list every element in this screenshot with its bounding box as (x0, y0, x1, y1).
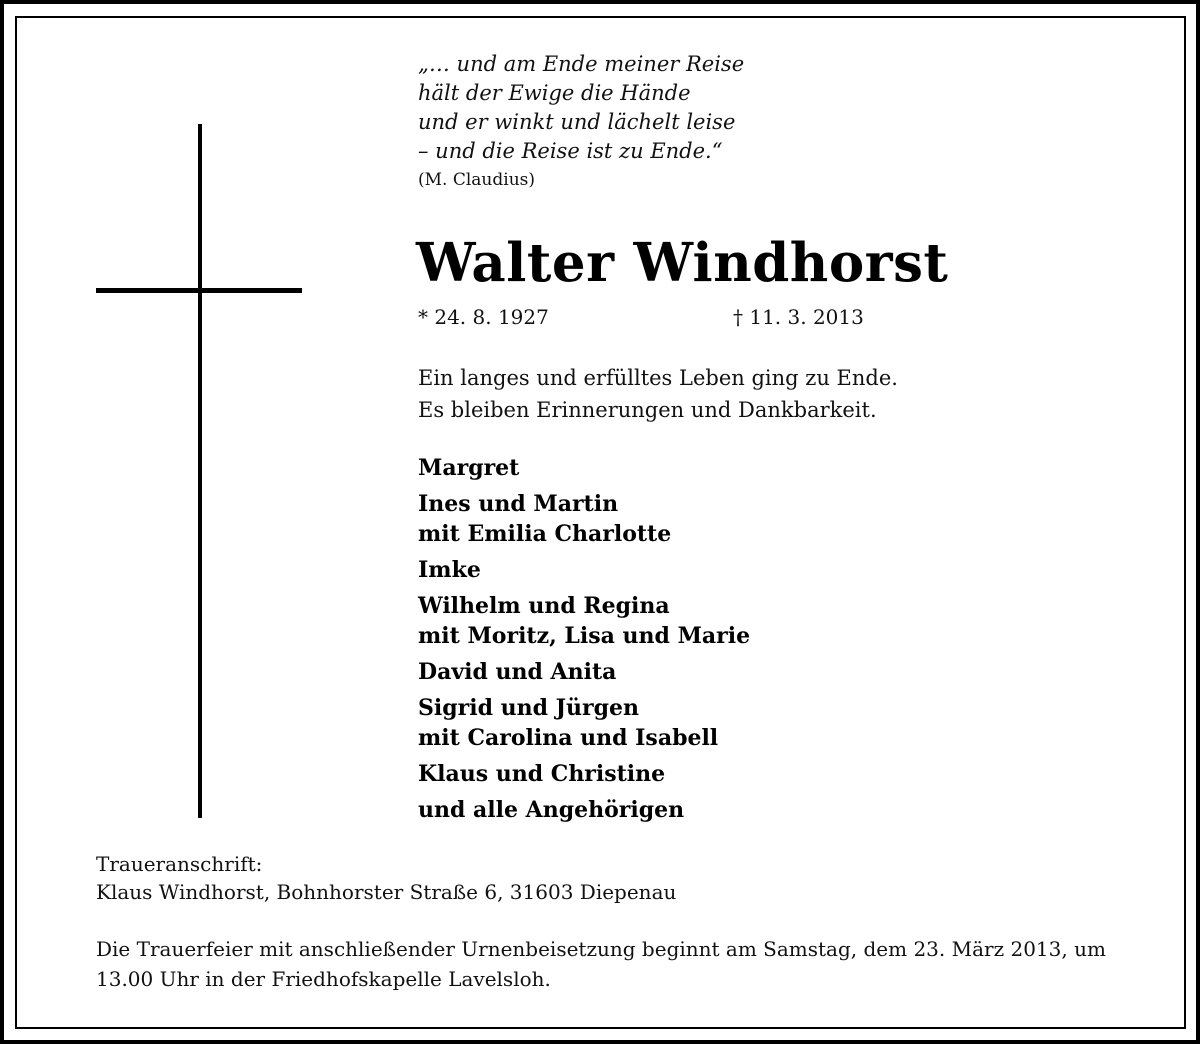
quote-line: „… und am Ende meiner Reise (418, 52, 745, 76)
quote-line: hält der Ewige die Hände (418, 81, 691, 105)
death-date: † 11. 3. 2013 (733, 305, 864, 329)
family-group (418, 657, 750, 687)
deceased-name: Walter Windhorst (416, 232, 949, 294)
family-member: Klaus und Christine (418, 761, 666, 787)
family-member: mit Moritz, Lisa und Marie (418, 623, 751, 649)
family-member: Margret (418, 455, 520, 481)
address-text: Klaus Windhorst, Bohnhorster Straße 6, 31603 Diepenau (96, 880, 677, 904)
quote (418, 50, 744, 166)
birth-date: * 24. 8. 1927 (418, 305, 549, 329)
family-list (418, 453, 750, 831)
family-member: mit Emilia Charlotte (418, 521, 672, 547)
family-group (418, 693, 750, 753)
family-member: David und Anita (418, 659, 617, 685)
tribute-text (418, 362, 898, 426)
address-label: Traueranschrift: (96, 852, 263, 876)
family-group (418, 489, 750, 549)
quote-author: (M. Claudius) (418, 170, 535, 190)
family-group (418, 759, 750, 789)
family-member: mit Carolina und Isabell (418, 725, 719, 751)
family-group (418, 591, 750, 651)
family-member: Imke (418, 557, 481, 583)
family-member: Sigrid und Jürgen (418, 695, 640, 721)
family-member: Ines und Martin (418, 491, 619, 517)
quote-line: – und die Reise ist zu Ende.“ (418, 139, 723, 163)
family-member: Wilhelm und Regina (418, 593, 670, 619)
family-member: und alle Angehörigen (418, 797, 685, 823)
quote-line: und er winkt und lächelt leise (418, 110, 736, 134)
family-group (418, 795, 750, 825)
tribute-line: Ein langes und erfülltes Leben ging zu Ende. (418, 366, 898, 390)
family-group (418, 555, 750, 585)
cross-horizontal-bar (96, 288, 302, 293)
cross-vertical-bar (198, 124, 202, 818)
service-info: Die Trauerfeier mit anschließender Urnenbeisetzung beginnt am Samstag, dem 23. März 2013, um 13.00 Uhr in der Friedhofskapelle Lavelsloh. (96, 937, 1106, 991)
tribute-line: Es bleiben Erinnerungen und Dankbarkeit. (418, 398, 877, 422)
family-group (418, 453, 750, 483)
